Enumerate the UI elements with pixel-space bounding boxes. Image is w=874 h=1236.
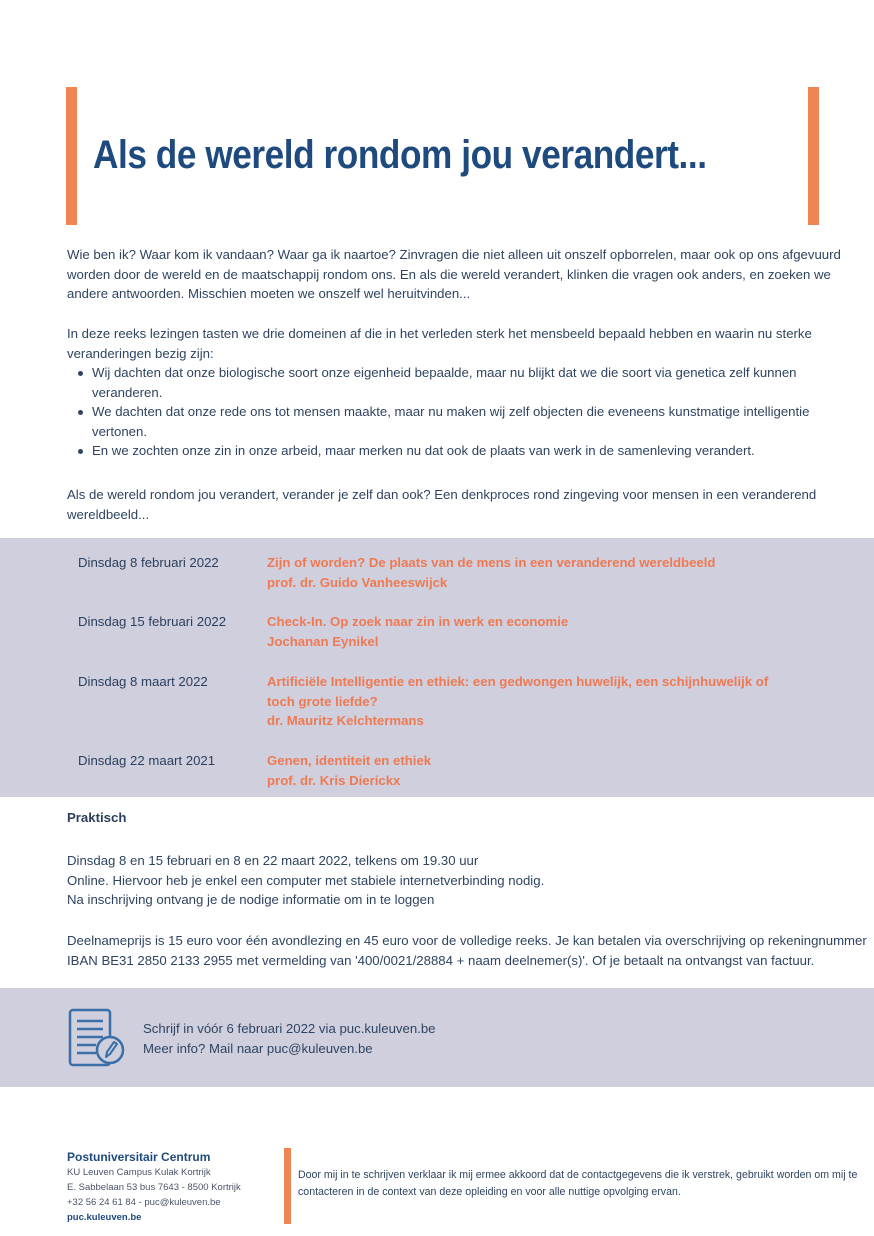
page-title: Als de wereld rondom jou verandert...	[93, 133, 707, 177]
list-item: We dachten dat onze rede ons tot mensen maakte, maar nu maken wij zelf objecten die eveneens kunstmatige intelligentie vertonen.	[67, 402, 847, 441]
session-date: Dinsdag 22 maart 2021	[78, 753, 216, 768]
registration-band	[0, 988, 874, 1087]
org-campus: KU Leuven Campus Kulak Kortrijk	[67, 1167, 211, 1178]
practical-line: Na inschrijving ontvang je de nodige informatie om in te loggen	[67, 892, 435, 907]
session-title: Zijn of worden? De plaats van de mens in een veranderend wereldbeeld	[267, 555, 716, 570]
intro-paragraph: Wie ben ik? Waar kom ik vandaan? Waar ga ik naartoe? Zinvragen die niet alleen uit onszelf opborrelen, maar ook op ons afgevuurd worden door de wereld en de maatschappij rondom ons. En als die wereld verandert, klinken die vragen ook anders, en zoeken we andere antwoorden. Misschien moeten we onszelf wel heruitvinden...	[67, 247, 841, 301]
practical-heading: Praktisch	[67, 810, 127, 825]
document-edit-icon	[66, 1007, 128, 1069]
price-section	[67, 931, 867, 970]
session-title: Check-In. Op zoek naar zin in werk en economie	[267, 614, 569, 629]
session-speaker: dr. Mauritz Kelchtermans	[267, 713, 424, 728]
session-info	[267, 553, 787, 592]
practical-line: Online. Hiervoor heb je enkel een computer met stabiele internetverbinding nodig.	[67, 872, 545, 888]
list-item: En we zochten onze zin in onze arbeid, maar merken nu dat ook de plaats van werk in de samenleving verandert.	[67, 441, 847, 461]
closing-section	[67, 485, 847, 524]
org-address: E. Sabbelaan 53 bus 7643 - 8500 Kortrijk	[67, 1182, 241, 1193]
practical-details	[67, 851, 847, 910]
price-paragraph: Deelnameprijs is 15 euro voor één avondlezing en 45 euro voor de volledige reeks. Je kan betalen via overschrijving op rekeningnummer IBAN BE31 2850 2133 2955 met vermelding van '400/0021/28884 + naam deelnemer(s)'. Of je betaalt na ontvangst van factuur.	[67, 933, 867, 968]
domains-section	[67, 324, 847, 461]
session-date: Dinsdag 8 februari 2022	[78, 555, 219, 570]
privacy-disclaimer: Door mij in te schrijven verklaar ik mij ermee akkoord dat de contactgegevens die ik verstrek, gebruikt worden om mij te contacteren in de context van deze opleiding en voor alle nuttige opvolging ervan.	[298, 1169, 858, 1198]
title-accent-bar-right	[808, 87, 819, 225]
org-url-link[interactable]: puc.kuleuven.be	[67, 1212, 142, 1223]
session-date: Dinsdag 15 februari 2022	[78, 614, 227, 629]
footer-organization	[67, 1150, 241, 1225]
practical-line: Dinsdag 8 en 15 februari en 8 en 22 maart 2022, telkens om 19.30 uur	[67, 853, 479, 868]
org-contact: +32 56 24 61 84 - puc@kuleuven.be	[67, 1197, 221, 1208]
session-speaker: prof. dr. Kris Dierickx	[267, 772, 401, 788]
registration-text	[143, 1019, 436, 1058]
domains-list	[67, 363, 847, 461]
registration-mail-line[interactable]: Meer info? Mail naar puc@kuleuven.be	[143, 1040, 373, 1056]
session-title: Artificiële Intelligentie en ethiek: een gedwongen huwelijk, een schijnhuwelijk of toch grote liefde?	[267, 674, 769, 709]
session-info	[267, 751, 787, 790]
session-title: Genen, identiteit en ethiek	[267, 753, 432, 768]
session-info	[267, 612, 787, 651]
title-accent-bar-left	[66, 87, 77, 225]
session-info	[267, 672, 787, 731]
domains-lead: In deze reeks lezingen tasten we drie domeinen af die in het verleden sterk het mensbeeld bepaald hebben en waarin nu sterke veranderingen bezig zijn:	[67, 326, 812, 361]
org-name: Postuniversitair Centrum	[67, 1150, 211, 1164]
session-speaker: prof. dr. Guido Vanheeswijck	[267, 574, 448, 590]
list-item: Wij dachten dat onze biologische soort onze eigenheid bepaalde, maar nu blijkt dat we die soort via genetica zelf kunnen veranderen.	[67, 363, 847, 402]
footer-accent-bar	[284, 1148, 291, 1224]
closing-paragraph: Als de wereld rondom jou verandert, verander je zelf dan ook? Een denkproces rond zingeving voor mensen in een veranderend wereldbeeld...	[67, 487, 817, 522]
session-date: Dinsdag 8 maart 2022	[78, 674, 208, 689]
registration-link-line[interactable]: Schrijf in vóór 6 februari 2022 via puc.kuleuven.be	[143, 1021, 436, 1036]
intro-section	[67, 245, 847, 304]
session-speaker: Jochanan Eynikel	[267, 633, 379, 649]
